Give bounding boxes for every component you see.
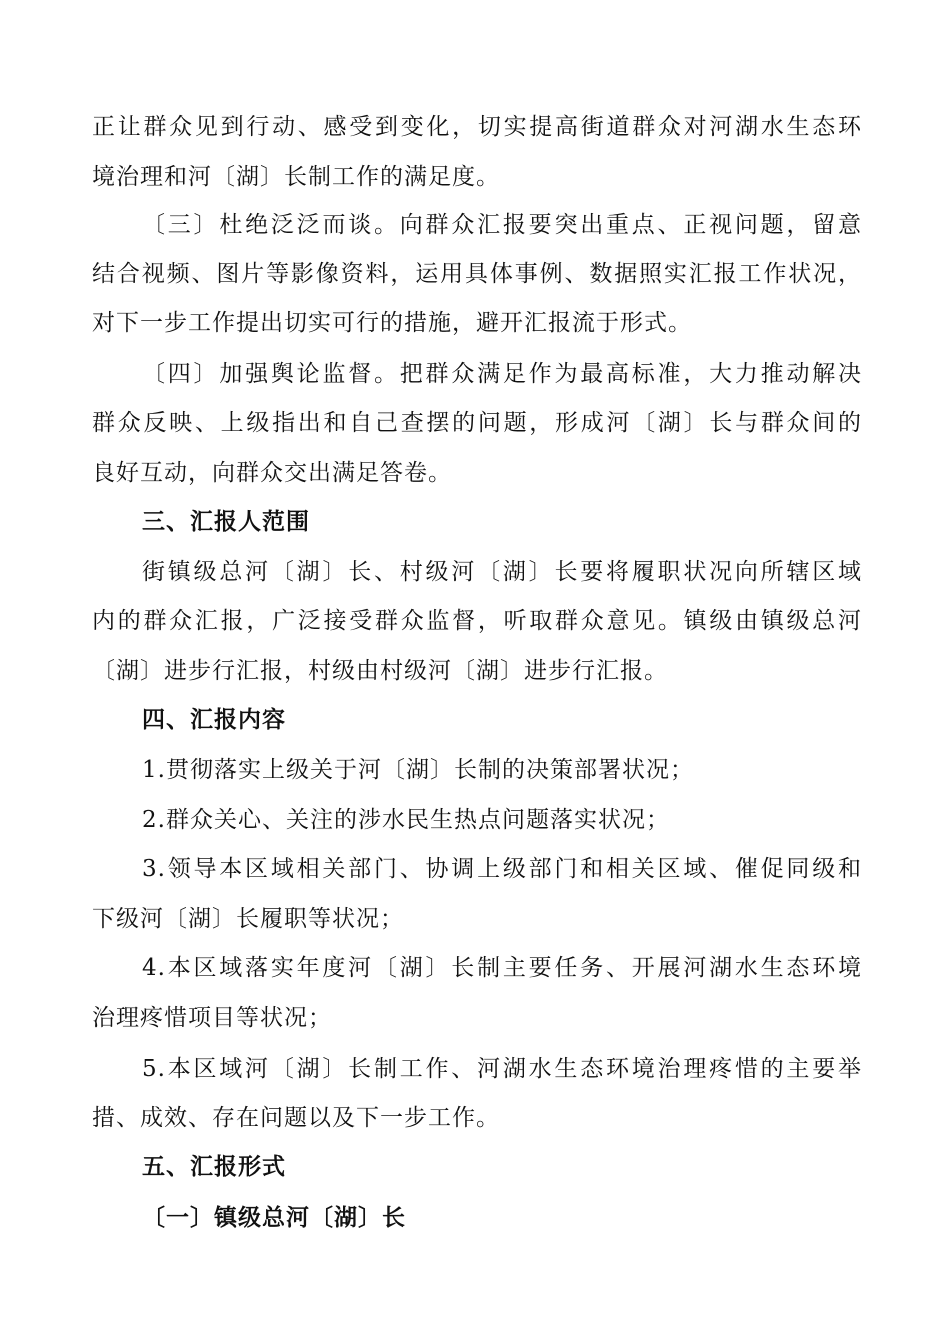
list-item: 3.领导本区域相关部门、协调上级部门和相关区域、催促同级和 [142,856,862,882]
body-text-line: 对下一步工作提出切实可行的措施，避开汇报流于形式。 [92,310,692,336]
list-item: 1.贯彻落实上级关于河〔湖〕长制的决策部署状况； [142,757,694,783]
subsection-heading: 〔一〕镇级总河〔湖〕长 [142,1205,406,1231]
list-item: 2.群众关心、关注的涉水民生热点问题落实状况； [142,807,670,833]
body-text-line: 良好互动，向群众交出满足答卷。 [92,460,452,486]
body-text-line: 〔四〕加强舆论监督。把群众满足作为最高标准，大力推动解决 [142,361,862,387]
body-text-line: 街镇级总河〔湖〕长、村级河〔湖〕长要将履职状况向所辖区域 [142,559,862,585]
body-text-line: 结合视频、图片等影像资料，运用具体事例、数据照实汇报工作状况， [92,261,862,287]
body-text-line: 境治理和河〔湖〕长制工作的满足度。 [92,164,500,190]
list-item: 4.本区域落实年度河〔湖〕长制主要任务、开展河湖水生态环境 [142,955,862,981]
list-item-continuation: 措、成效、存在问题以及下一步工作。 [92,1105,500,1131]
list-item: 5.本区域河〔湖〕长制工作、河湖水生态环境治理疼惜的主要举 [142,1056,862,1082]
section-heading: 四、汇报内容 [142,707,286,733]
body-text-line: 正让群众见到行动、感受到变化，切实提高街道群众对河湖水生态环 [92,114,862,140]
section-heading: 三、汇报人范围 [142,509,310,535]
body-text-line: 内的群众汇报，广泛接受群众监督，听取群众意见。镇级由镇级总河 [92,608,862,634]
section-heading: 五、汇报形式 [142,1154,286,1180]
list-item-continuation: 下级河〔湖〕长履职等状况； [92,906,404,932]
body-text-line: 〔三〕杜绝泛泛而谈。向群众汇报要突出重点、正视问题，留意 [142,212,862,238]
body-text-line: 群众反映、上级指出和自己查摆的问题，形成河〔湖〕长与群众间的 [92,410,862,436]
body-text-line: 〔湖〕进步行汇报，村级由村级河〔湖〕进步行汇报。 [92,658,668,684]
list-item-continuation: 治理疼惜项目等状况； [92,1005,332,1031]
